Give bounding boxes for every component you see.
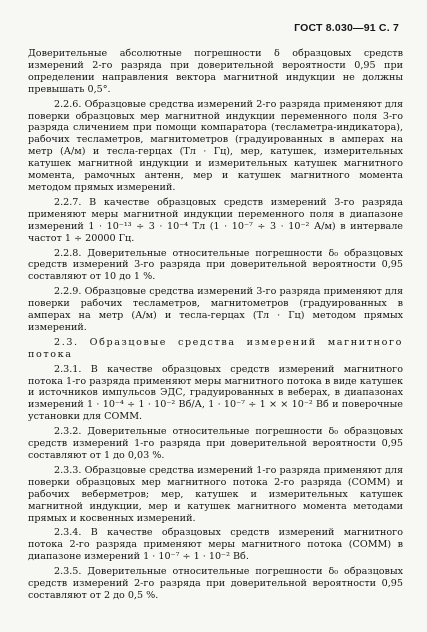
document-body: [28, 48, 403, 605]
paragraph-2-3-4: 2.3.4. В качестве образцовых средств измерений магнитного потока 2-го разряда применяют меры магнитного потока (СОММ) в диапазоне измерений 1 · 10⁻⁷ ÷ 1 · 10⁻² Вб.: [28, 527, 403, 563]
paragraph-2-3-5: 2.3.5. Доверительные относительные погрешности δ₀ образцовых средств измерений 2-го разряда при доверительной вероятности 0,95 составляют от 2 до 0,5 %.: [28, 566, 403, 601]
paragraph-2-2-6: 2.2.6. Образцовые средства измерений 2-го разряда применяют для поверки образцовых мер магнитной индукции переменного поля 3-го разряда сличением при помощи компаратора (тесламетра-индикатора), рабочих тесламетров, магнитометров (градуированных в амперах на метр (А/м) и тесла-герцах (Тл · Гц), мер, катушек, измерительных катушек магнитной индукции и измерительных катушек магнитного момента, рамочных антенн, мер и катушек магнитного момента методом прямых измерений.: [28, 98, 403, 193]
section-heading-2-3: 2.3. Образцовые средства измерений магнитного потока: [28, 336, 403, 360]
paragraph-intro: Доверительные абсолютные погрешности δ образцовых средств измерений 2-го разряда при доверительной вероятности 0,95 при определении направления вектора магнитной индукции не должны превышать 0,5°.: [28, 48, 403, 95]
paragraph-2-3-2: 2.3.2. Доверительные относительные погрешности δ₀ образцовых средств измерений 1-го разряда при доверительной вероятности 0,95 составляют от 1 до 0,03 %.: [28, 426, 403, 461]
paragraph-2-2-8: 2.2.8. Доверительные относительные погрешности δ₀ образцовых средств измерений 3-го разряда при доверительной вероятности 0,95 составляют от 10 до 1 %.: [28, 247, 403, 283]
paragraph-2-3-1: 2.3.1. В качестве образцовых средств измерений магнитного потока 1-го разряда применяют меры магнитного потока в виде катушек и источников импульсов ЭДС, градуированных в веберах, в диапазонах измерений 1 · 10⁻⁴ ÷ 1 · 10⁻² Вб/А, 1 · 10⁻⁷ ÷ 1 × × 10⁻² Вб и поверочные установки для СОММ.: [28, 363, 403, 423]
paragraph-2-2-9: 2.2.9. Образцовые средства измерений 3-го разряда применяют для поверки рабочих тесламетров, магнитометров (градуированных в амперах на метр (А/м) и тесла-герцах (Тл · Гц) методом прямых измерений.: [28, 286, 403, 333]
paragraph-2-3-3: 2.3.3. Образцовые средства измерений 1-го разряда применяют для поверки образцовых мер магнитного потока 2-го разряда (СОММ) и рабочих веберметров; мер, катушек и измерительных катушек магнитной индукции, мер и катушек магнитного момента методами прямых и косвенных измерений.: [28, 464, 403, 524]
paragraph-2-2-7: 2.2.7. В качестве образцовых средств измерений 3-го разряда применяют меры магнитной индукции переменного поля в диапазоне измерений 1 · 10⁻¹³ ÷ 3 · 10⁻⁴ Тл (1 · 10⁻⁷ ÷ 3 · 10⁻² А/м) в интервале частот 1 ÷ 20000 Гц.: [28, 196, 403, 244]
page-header: ГОСТ 8.030—91 С. 7: [294, 22, 399, 34]
